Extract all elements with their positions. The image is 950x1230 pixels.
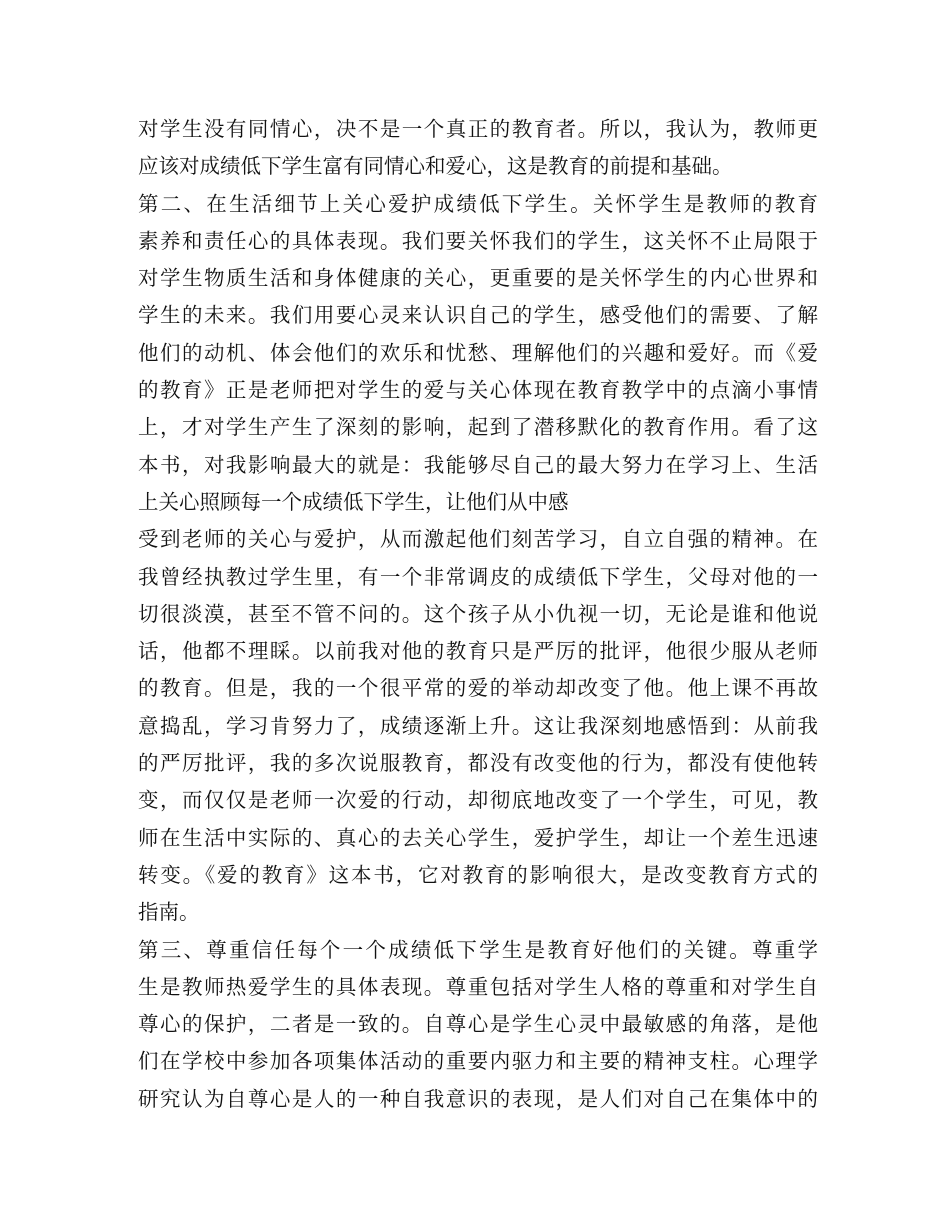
text-line: 素养和责任心的具体表现。我们要关怀我们的学生，这关怀不止局限于 (138, 228, 818, 253)
body-text (138, 111, 818, 1118)
text-line: 生是教师热爱学生的具体表现。尊重包括对学生人格的尊重和对学生自 (138, 974, 818, 999)
text-line: 的教育。但是，我的一个很平常的爱的举动却改变了他。他上课不再故 (138, 676, 818, 701)
text-line: 转变。《爱的教育》这本书，它对教育的影响很大，是改变教育方式的 (138, 862, 818, 887)
text-line: 应该对成绩低下学生富有同情心和爱心，这是教育的前提和基础。 (138, 154, 733, 179)
text-line: 学生的未来。我们用要心灵来认识自己的学生，感受他们的需要、了解 (138, 303, 818, 328)
text-line: 第三、尊重信任每个一个成绩低下学生是教育好他们的关键。尊重学 (138, 937, 818, 962)
text-line: 切很淡漠，甚至不管不问的。这个孩子从小仇视一切，无论是谁和他说 (138, 601, 818, 626)
text-line: 的教育》正是老师把对学生的爱与关心体现在教育教学中的点滴小事情 (138, 378, 818, 403)
text-line: 的严厉批评，我的多次说服教育，都没有改变他的行为，都没有使他转 (138, 751, 818, 776)
text-line: 对学生物质生活和身体健康的关心，更重要的是关怀学生的内心世界和 (138, 266, 818, 291)
text-line: 本书，对我影响最大的就是：我能够尽自己的最大努力在学习上、生活 (138, 452, 818, 477)
text-line: 研究认为自尊心是人的一种自我意识的表现，是人们对自己在集体中的 (138, 1086, 818, 1111)
text-line: 师在生活中实际的、真心的去关心学生，爱护学生，却让一个差生迅速 (138, 825, 818, 850)
text-line: 话，他都不理睬。以前我对他的教育只是严厉的批评，他很少服从老师 (138, 639, 818, 664)
text-line: 他们的动机、体会他们的欢乐和忧愁、理解他们的兴趣和爱好。而《爱 (138, 340, 818, 365)
text-line: 上关心照顾每一个成绩低下学生，让他们从中感 (138, 489, 569, 514)
text-line: 对学生没有同情心，决不是一个真正的教育者。所以，我认为，教师更 (138, 117, 818, 141)
text-line: 指南。 (138, 900, 200, 925)
text-line: 我曾经执教过学生里，有一个非常调皮的成绩低下学生，父母对他的一 (138, 564, 818, 589)
text-line: 上，才对学生产生了深刻的影响，起到了潜移默化的教育作用。看了这 (138, 415, 818, 440)
text-line: 第二、在生活细节上关心爱护成绩低下学生。关怀学生是教师的教育 (138, 191, 818, 216)
text-line: 意捣乱，学习肯努力了，成绩逐渐上升。这让我深刻地感悟到：从前我 (138, 713, 818, 738)
text-line: 尊心的保护，二者是一致的。自尊心是学生心灵中最敏感的角落，是他 (138, 1012, 818, 1037)
text-line: 变，而仅仅是老师一次爱的行动，却彻底地改变了一个学生，可见，教 (138, 788, 818, 813)
text-line: 受到老师的关心与爱护，从而激起他们刻苦学习，自立自强的精神。在 (138, 527, 818, 552)
text-line: 们在学校中参加各项集体活动的重要内驱力和主要的精神支柱。心理学 (138, 1049, 818, 1074)
